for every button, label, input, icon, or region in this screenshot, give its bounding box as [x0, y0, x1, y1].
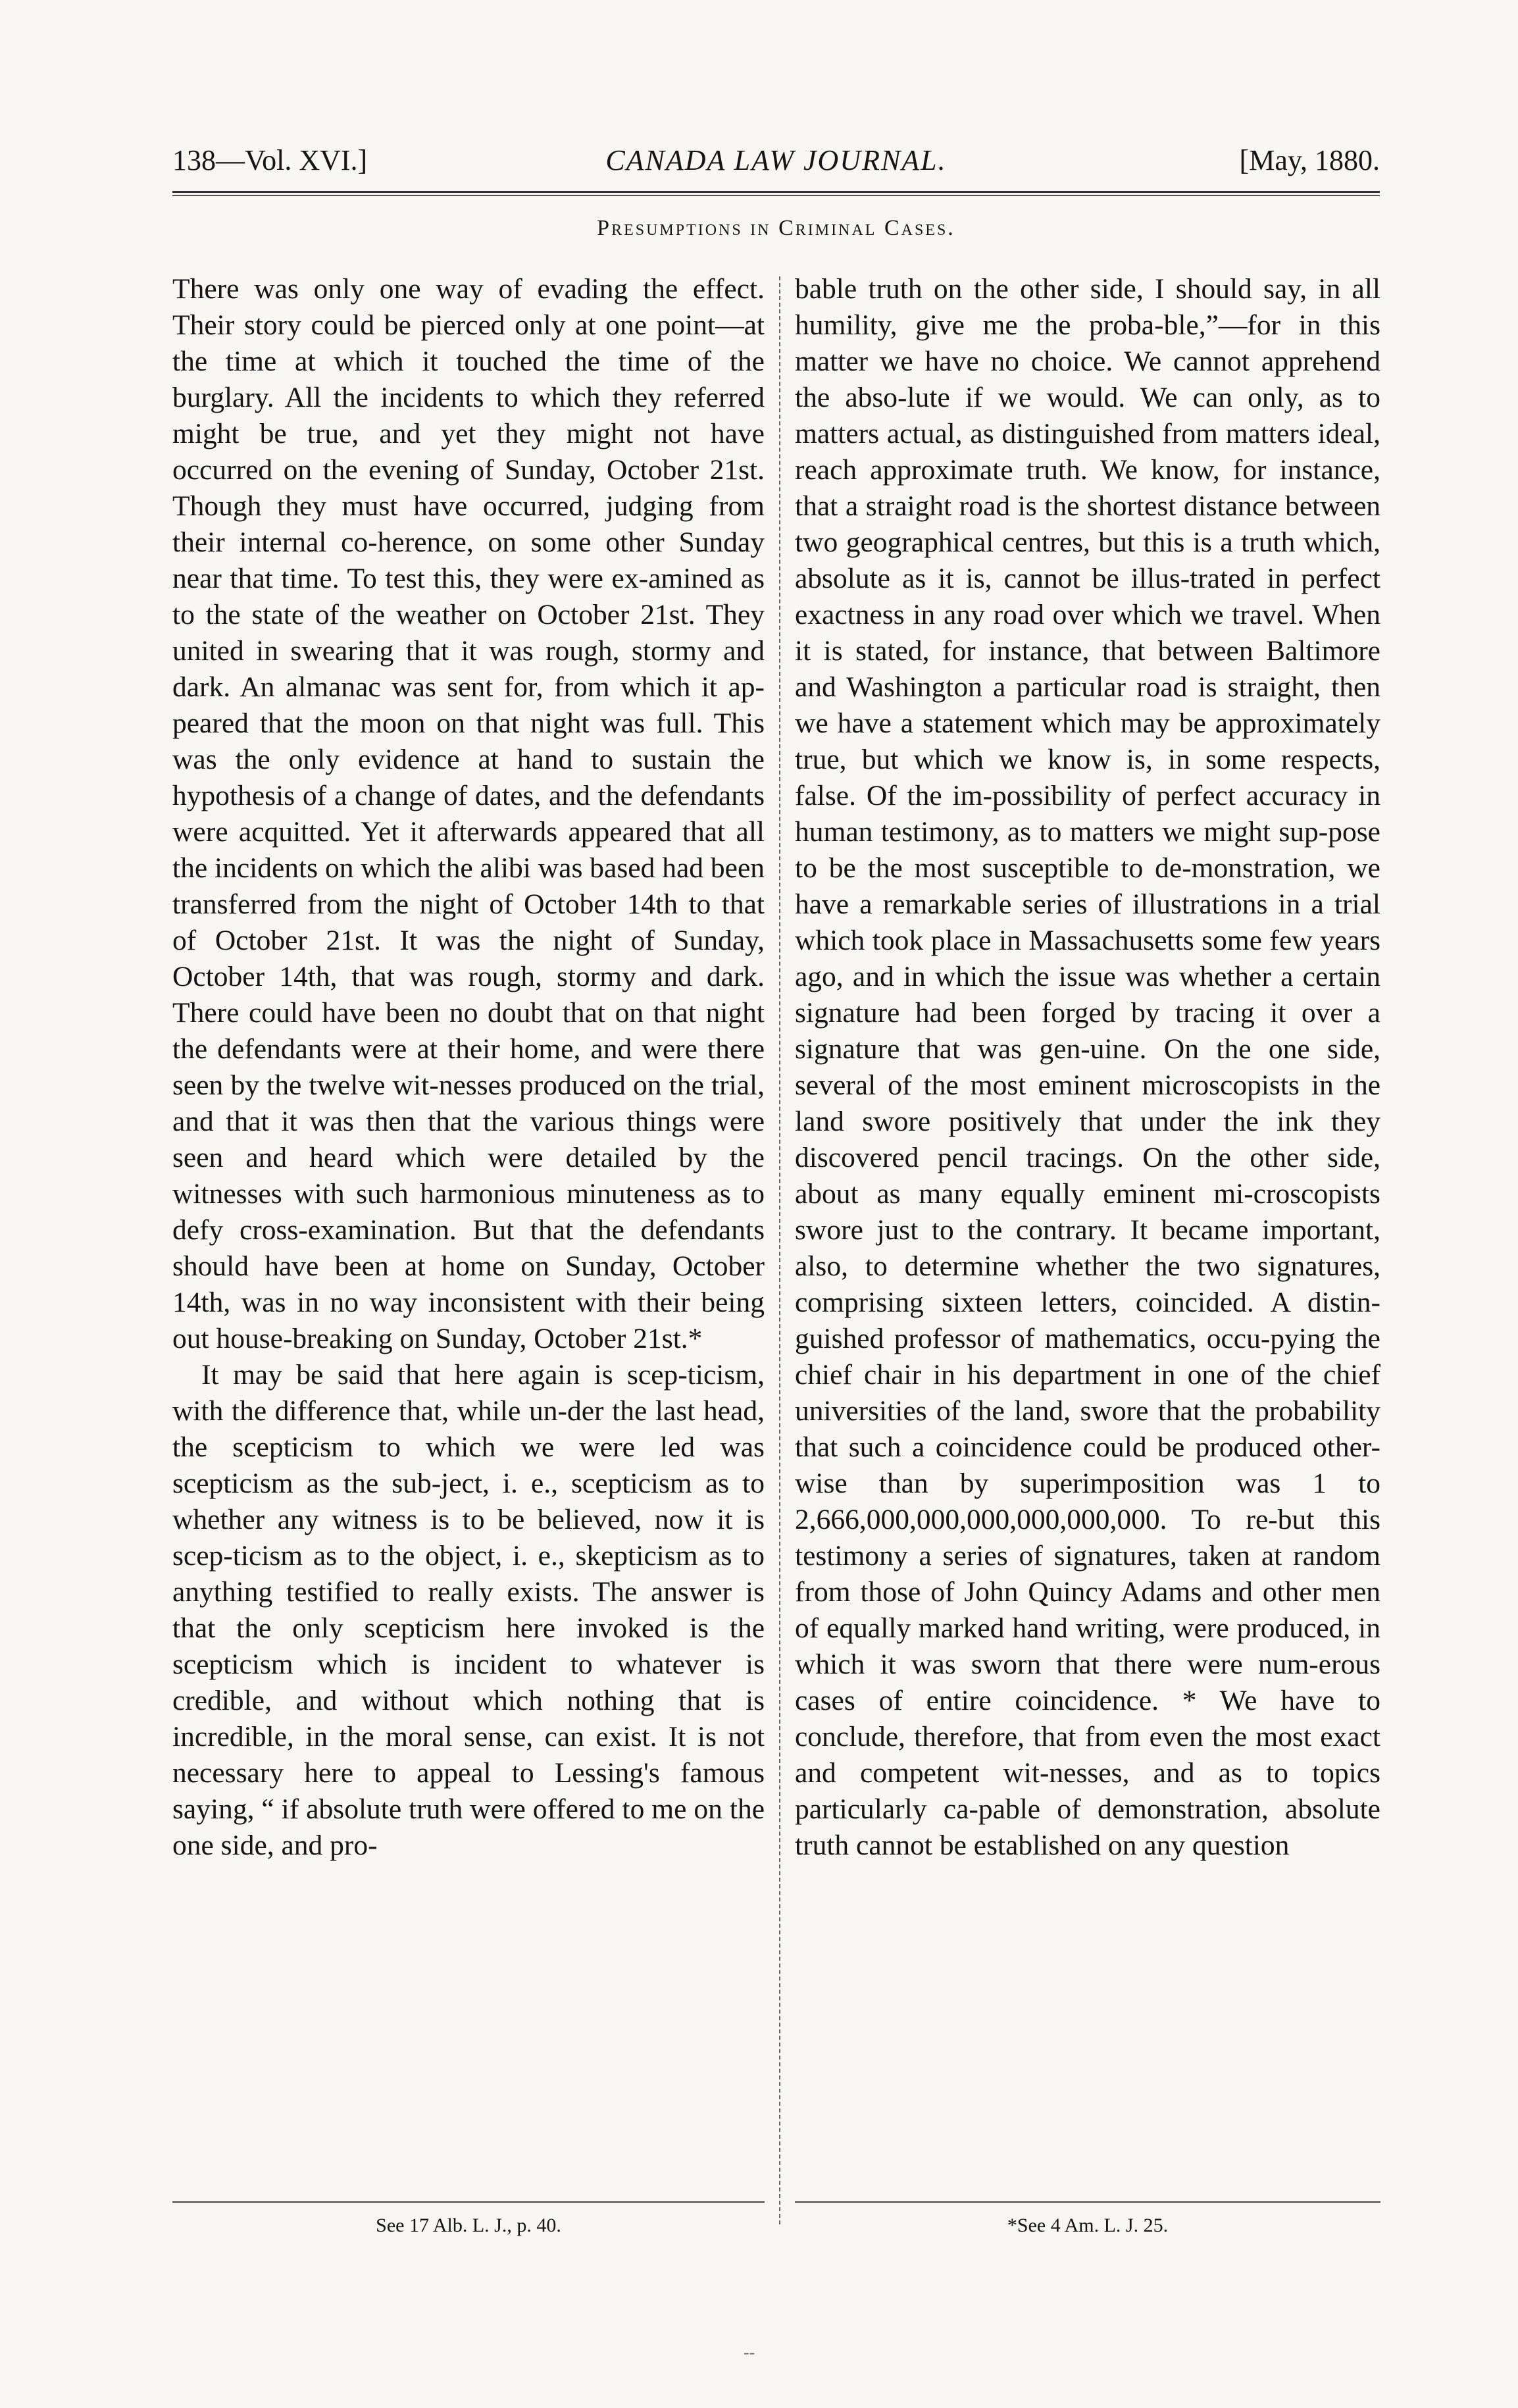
header-rule [172, 191, 1380, 196]
left-paragraph-1: There was only one way of evading the effect. Their story could be pierced only at one point—at the time at which it touched the time of the burglary. All the incidents to which they referred might be true, and yet they might not have occurred on the evening of Sunday, October 21st. Though they must have occurred, judging from their internal co-herence, on some other Sunday near that time. To test this, they were ex-amined as to the state of the weather on October 21st. They united in swearing that it was rough, stormy and dark. An almanac was sent for, from which it ap-peared that the moon on that night was full. This was the only evidence at hand to sustain the hypothesis of a change of dates, and the defendants were acquitted. Yet it afterwards appeared that all the incidents on which the alibi was based had been transferred from the night of October 14th to that of October 21st. It was the night of Sunday, October 14th, that was rough, stormy and dark. There could have been no doubt that on that night the defendants were at their home, and were there seen by the twelve wit-nesses produced on the trial, and that it was then that the various things were seen and heard which were detailed by the witnesses with such harmonious minuteness as to defy cross-examination. But that the defendants should have been at home on Sunday, October 14th, was in no way inconsistent with their being out house-breaking on Sunday, October 21st.* [172, 273, 765, 1354]
issue-date: [May, 1880. [1239, 144, 1380, 176]
right-footnote: *See 4 Am. L. J. 25. [1007, 2215, 1169, 2236]
left-column [172, 271, 765, 2193]
section-title: Presumptions in Criminal Cases. [597, 216, 955, 240]
page-mark: -- [744, 2343, 755, 2362]
left-footnote: See 17 Alb. L. J., p. 40. [376, 2215, 561, 2236]
running-header [172, 141, 1380, 180]
volume-reference: 138—Vol. XVI.] [172, 144, 368, 176]
right-footnote-rule [795, 2201, 1380, 2203]
left-footnote-rule [172, 2201, 765, 2203]
column-divider [779, 276, 780, 2224]
right-column [795, 271, 1380, 2193]
journal-title: CANADA LAW JOURNAL. [605, 144, 947, 176]
right-paragraph-1: bable truth on the other side, I should say, in all humility, give me the proba-ble,”—for in this matter we have no choice. We cannot apprehend the abso-lute if we would. We can only, as to matters actual, as distinguished from matters ideal, reach approximate truth. We know, for instance, that a straight road is the shortest distance between two geographical centres, but this is a truth which, absolute as it is, cannot be illus-trated in perfect exactness in any road over which we travel. When it is stated, for instance, that between Baltimore and Washington a particular road is straight, then we have a statement which may be approximately true, but which we know is, in some respects, false. Of the im-possibility of perfect accuracy in human testimony, as to matters we might sup-pose to be the most susceptible to de-monstration, we have a remarkable series of illustrations in a trial which took place in Massachusetts some few years ago, and in which the issue was whether a certain signature had been forged by tracing it over a signature that was gen-uine. On the one side, several of the most eminent microscopists in the land swore positively that under the ink they discovered pencil tracings. On the other side, about as many equally eminent mi-croscopists swore just to the contrary. It became important, also, to determine whether the two signatures, comprising sixteen letters, coincided. A distin-guished professor of mathematics, occu-pying the chief chair in his department in one of the chief universities of the land, swore that the probability that such a coincidence could be produced other-wise than by superimposition was 1 to 2,666,000,000,000,000,000,000. To re-but this testimony a series of signatures, taken at random from those of John Quincy Adams and other men of equally marked hand writing, were produced, in which it was sworn that there were num-erous cases of entire coincidence. * We have to conclude, therefore, that from even the most exact and competent wit-nesses, and as to topics particularly ca-pable of demonstration, absolute truth cannot be established on any question [795, 273, 1380, 1861]
left-paragraph-2: It may be said that here again is scep-ticism, with the difference that, while un-der the last head, the scepticism to which we were led was scepticism as the sub-ject, i. e., scepticism as to whether any witness is to be believed, now it is scep-ticism as to the object, i. e., skepticism as to anything testified to really exists. The answer is that the only scepticism here invoked is the scepticism which is incident to whatever is credible, and without which nothing that is incredible, in the moral sense, can exist. It is not necessary here to appeal to Lessing's famous saying, “ if absolute truth were offered to me on the one side, and pro- [172, 1359, 765, 1861]
